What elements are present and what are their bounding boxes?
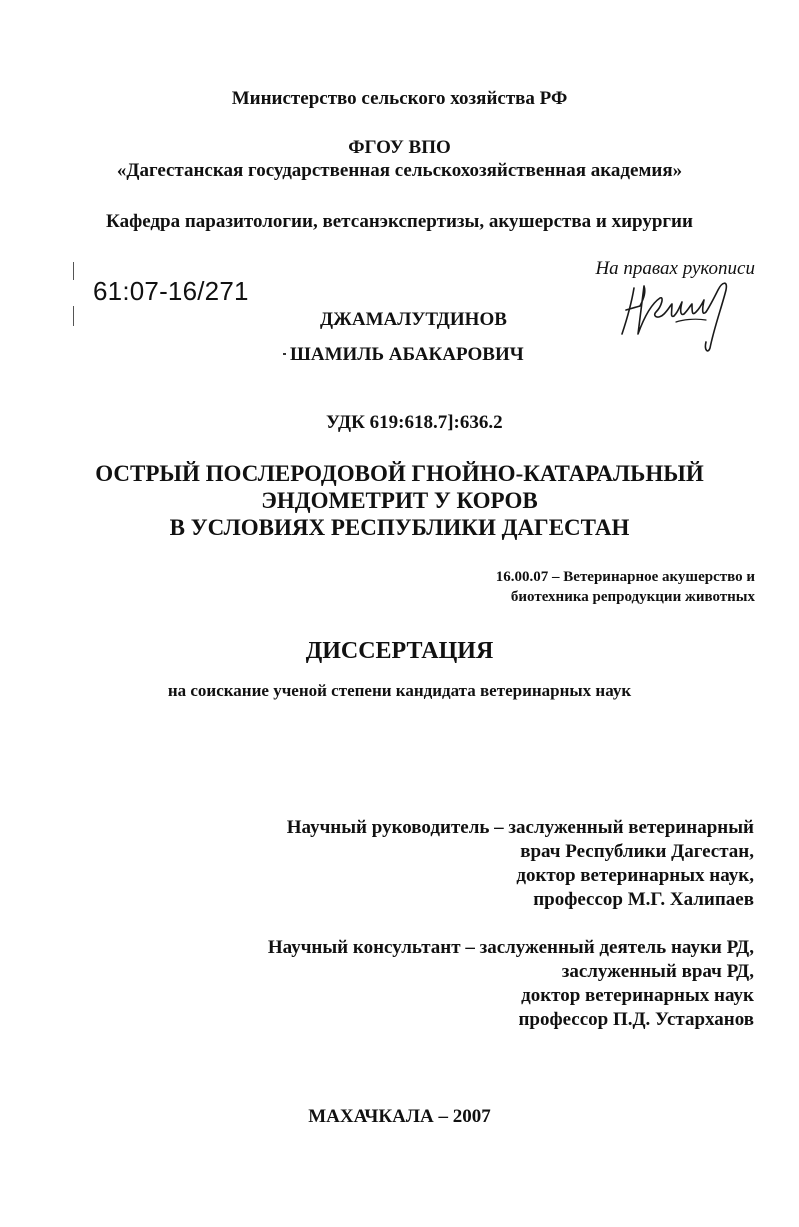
speck-mark [283, 353, 286, 355]
consultant-line: Научный консультант – заслуженный деятель науки РД, [267, 937, 754, 958]
consultant-line: доктор ветеринарных наук [521, 985, 754, 1006]
supervisor-line: профессор М.Г. Халипаев [533, 889, 754, 910]
dissertation-title [0, 460, 799, 541]
supervisor-line: Научный руководитель – заслуженный ветеринарный [286, 817, 754, 838]
udk-code: УДК 619:618.7]:636.2 [326, 412, 503, 433]
manuscript-note: На правах рукописи [595, 258, 755, 279]
consultant-line: профессор П.Д. Устарханов [518, 1009, 754, 1030]
author-surname: ДЖАМАЛУТДИНОВ [320, 309, 507, 330]
document-type: ДИССЕРТАЦИЯ [305, 638, 494, 664]
supervisor-line: врач Республики Дагестан, [520, 841, 754, 862]
margin-mark-bottom [73, 306, 74, 326]
author-signature [614, 276, 744, 356]
city-year: МАХАЧКАЛА – 2007 [308, 1106, 491, 1127]
title-line: ЭНДОМЕТРИТ У КОРОВ [261, 488, 538, 513]
institution-type: ФГОУ ВПО [348, 137, 451, 158]
specialty-line: биотехника репродукции животных [510, 589, 755, 605]
title-line: ОСТРЫЙ ПОСЛЕРОДОВОЙ ГНОЙНО-КАТАРАЛЬНЫЙ [95, 461, 704, 486]
degree-description: на соискание ученой степени кандидата ветеринарных наук [167, 681, 632, 700]
consultant-line: заслуженный врач РД, [561, 961, 754, 982]
department-name: Кафедра паразитологии, ветсанэкспертизы, акушерства и хирургии [106, 211, 693, 232]
author-given-names: ШАМИЛЬ АБАКАРОВИЧ [290, 344, 524, 365]
title-line: В УСЛОВИЯХ РЕСПУБЛИКИ ДАГЕСТАН [169, 515, 630, 540]
supervisor-line: доктор ветеринарных наук, [516, 865, 754, 886]
ministry-name: Министерство сельского хозяйства РФ [231, 88, 568, 109]
margin-mark-top [73, 262, 74, 280]
specialty-line: 16.00.07 – Ветеринарное акушерство и [495, 569, 755, 585]
specialty-code [420, 567, 755, 607]
archive-stamp: 61:07-16/271 [93, 276, 249, 306]
scientific-consultant [268, 936, 754, 1032]
academy-name: «Дагестанская государственная сельскохозяйственная академия» [116, 160, 683, 181]
scientific-supervisor [287, 816, 754, 912]
